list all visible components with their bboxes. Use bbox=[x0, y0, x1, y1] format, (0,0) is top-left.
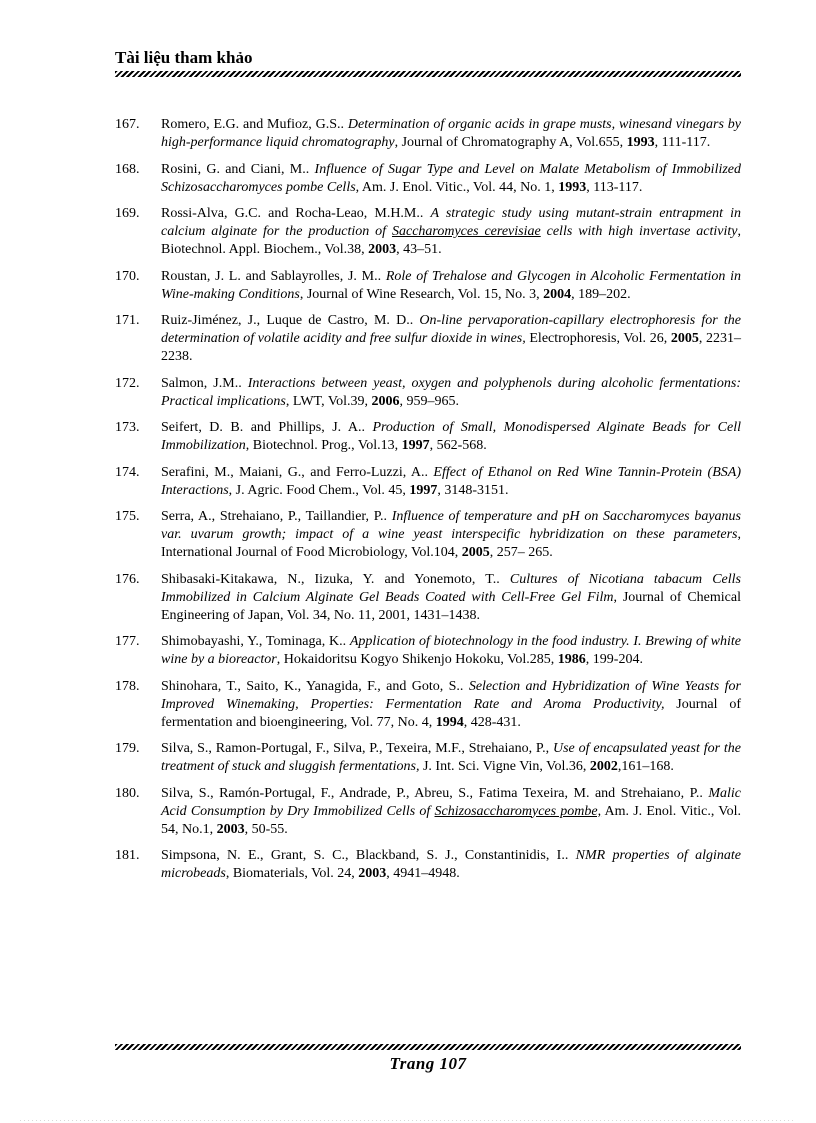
reference-title-segment: Selection and Hybridization of Wine Yeasts for Improved Winemaking, Properties: Fermentation Rate and Aroma Productivity, bbox=[161, 678, 741, 712]
reference-year: 2004 bbox=[543, 286, 572, 302]
reference-title-segment: Cultures of Nicotiana tabacum Cells Immobilized in Calcium Alginate Gel Beads Coated with Cell-Free Gel Film bbox=[161, 571, 742, 605]
reference-number: 168. bbox=[115, 161, 140, 177]
reference-number: 176. bbox=[115, 571, 140, 587]
reference-item bbox=[115, 508, 741, 562]
reference-segment: , 199-204. bbox=[585, 652, 643, 667]
reference-segment: ,161–168. bbox=[617, 759, 674, 774]
reference-segment: , Journal of Wine Research, Vol. 15, No. 3, bbox=[299, 286, 544, 302]
reference-year: 2006 bbox=[371, 393, 400, 409]
reference-list bbox=[115, 116, 741, 892]
reference-segment: , 562-568. bbox=[429, 438, 487, 453]
reference-item bbox=[115, 312, 741, 366]
reference-segment: , 257– 265. bbox=[489, 545, 553, 560]
reference-segment: Silva, S., Ramon-Portugal, F., Silva, P., Texeira, M.F., Strehaiano, P., bbox=[161, 741, 553, 756]
reference-year: 1997 bbox=[409, 482, 438, 498]
reference-year: 2003 bbox=[368, 242, 397, 257]
reference-title-segment: Determination of organic acids in grape musts, winesand vinegars by high-performance liquid chromatography bbox=[161, 117, 741, 150]
reference-year: 2005 bbox=[670, 331, 699, 346]
reference-number: 172. bbox=[115, 375, 140, 391]
reference-segment: , Biomaterials, Vol. 24, bbox=[225, 866, 359, 881]
reference-segment: , 428-431. bbox=[463, 714, 521, 730]
reference-year: 1994 bbox=[435, 714, 464, 730]
reference-number: 178. bbox=[115, 678, 140, 694]
reference-text bbox=[161, 464, 741, 500]
reference-title-segment: Application of biotechnology in the food industry. I. Brewing of white wine by a bioreactor bbox=[161, 634, 741, 667]
reference-segment: Seifert, D. B. and Phillips, J. A.. bbox=[161, 420, 373, 435]
page-title: Tài liệu tham khảo bbox=[115, 48, 253, 67]
reference-segment: Serra, A., Strehaiano, P., Taillandier, P.. bbox=[161, 509, 392, 524]
reference-segment: , 50-55. bbox=[244, 821, 288, 837]
reference-item bbox=[115, 419, 741, 455]
reference-segment: , 959–965. bbox=[399, 393, 460, 409]
reference-segment: Shinohara, T., Saito, K., Yanagida, F., and Goto, S.. bbox=[161, 678, 469, 694]
reference-title-segment: Interactions between yeast, oxygen and polyphenols during alcoholic fermentations: Practical implications bbox=[161, 375, 741, 409]
reference-segment: , International Journal of Food Microbiology, Vol.104, bbox=[161, 527, 741, 560]
reference-text bbox=[161, 633, 741, 669]
reference-segment: , 189–202. bbox=[571, 286, 631, 302]
reference-text bbox=[161, 571, 741, 625]
reference-text bbox=[161, 375, 741, 411]
reference-title-segment: A strategic study using mutant-strain entrapment in calcium alginate for the production of bbox=[161, 206, 741, 239]
page-edge-dots bbox=[20, 1120, 796, 1121]
reference-title-segment: On-line pervaporation-capillary electrophoresis for the determination of volatile acidity and free sulfur dioxide in wines, bbox=[161, 313, 741, 346]
reference-item bbox=[115, 785, 741, 839]
reference-segment: Silva, S., Ramón-Portugal, F., Andrade, P., Abreu, S., Fatima Texeira, M. and Strehaiano, P.. bbox=[161, 785, 709, 801]
reference-segment: Ruiz-Jiménez, J., Luque de Castro, M. D.. bbox=[161, 313, 420, 328]
reference-segment: Romero, E.G. and Mufioz, G.S.. bbox=[161, 117, 348, 132]
page-header bbox=[115, 48, 741, 77]
reference-year: 1993 bbox=[558, 179, 587, 195]
reference-item bbox=[115, 205, 741, 259]
reference-text bbox=[161, 312, 741, 366]
reference-segment: , Journal of Chemical Engineering of Japan, Vol. 34, No. 11, 2001, 1431–1438. bbox=[161, 589, 741, 623]
footer-divider bbox=[115, 1044, 741, 1050]
reference-segment: , 111-117. bbox=[654, 135, 711, 150]
reference-title-segment: cells with high invertase activity bbox=[540, 224, 738, 239]
reference-item bbox=[115, 571, 741, 625]
reference-year: 1986 bbox=[557, 652, 586, 667]
reference-number: 169. bbox=[115, 206, 140, 221]
reference-segment: Shibasaki-Kitakawa, N., Iizuka, Y. and Yonemoto, T.. bbox=[161, 571, 510, 587]
reference-item bbox=[115, 847, 741, 883]
reference-segment: Simpsona, N. E., Grant, S. C., Blackband, S. J., Constantinidis, I.. bbox=[161, 848, 576, 863]
reference-title-segment: Malic Acid Consumption by Dry Immobilized Cells of bbox=[161, 785, 741, 819]
reference-item bbox=[115, 740, 741, 776]
reference-segment: Rosini, G. and Ciani, M.. bbox=[161, 161, 315, 177]
reference-segment: , Biotechnol. Prog., Vol.13, bbox=[245, 438, 402, 453]
reference-segment: Shimobayashi, Y., Tominaga, K.. bbox=[161, 634, 350, 649]
reference-item bbox=[115, 116, 741, 152]
reference-title-segment: Schizosaccharomyces pombe, bbox=[434, 803, 602, 819]
reference-segment: , 43–51. bbox=[396, 242, 442, 257]
reference-text bbox=[161, 678, 741, 732]
reference-text bbox=[161, 508, 741, 562]
reference-number: 175. bbox=[115, 509, 140, 524]
reference-segment: , Journal of Chromatography A, Vol.655, bbox=[394, 135, 627, 150]
reference-number: 179. bbox=[115, 741, 140, 756]
reference-segment: Rossi-Alva, G.C. and Rocha-Leao, M.H.M.. bbox=[161, 206, 431, 221]
reference-segment: , 113-117. bbox=[586, 179, 643, 195]
reference-title-segment: Influence of Sugar Type and Level on Malate Metabolism of Immobilized Schizosaccharomyces pombe Cells bbox=[161, 161, 742, 195]
reference-year: 2003 bbox=[216, 821, 245, 837]
reference-segment: Roustan, J. L. and Sablayrolles, J. M.. bbox=[161, 268, 386, 284]
reference-text bbox=[161, 161, 741, 197]
reference-text bbox=[161, 847, 741, 883]
reference-number: 181. bbox=[115, 848, 140, 863]
reference-segment: , J. Agric. Food Chem., Vol. 45, bbox=[228, 482, 410, 498]
reference-number: 170. bbox=[115, 268, 140, 284]
reference-year: 2005 bbox=[461, 545, 490, 560]
reference-year: 2002 bbox=[589, 759, 618, 774]
reference-number: 167. bbox=[115, 117, 140, 132]
reference-segment: , 3148-3151. bbox=[437, 482, 509, 498]
reference-year: 1993 bbox=[626, 135, 655, 150]
reference-text bbox=[161, 419, 741, 455]
reference-segment: Journal of fermentation and bioengineering, Vol. 77, No. 4, bbox=[161, 696, 741, 730]
reference-segment: Electrophoresis, Vol. 26, bbox=[525, 331, 671, 346]
reference-item bbox=[115, 678, 741, 732]
reference-title-segment: Use of encapsulated yeast for the treatment of stuck and sluggish fermentations, bbox=[161, 741, 741, 774]
reference-segment: J. Int. Sci. Vigne Vin, Vol.36, bbox=[419, 759, 590, 774]
page-number: Trang 107 bbox=[389, 1054, 467, 1073]
reference-number: 171. bbox=[115, 313, 140, 328]
reference-item bbox=[115, 464, 741, 500]
reference-segment: Serafini, M., Maiani, G., and Ferro-Luzzi, A.. bbox=[161, 464, 434, 480]
reference-item bbox=[115, 375, 741, 411]
reference-text bbox=[161, 205, 741, 259]
reference-text bbox=[161, 116, 741, 152]
reference-number: 177. bbox=[115, 634, 140, 649]
reference-segment: , Hokaidoritsu Kogyo Shikenjo Hokoku, Vol.285, bbox=[276, 652, 558, 667]
reference-number: 180. bbox=[115, 785, 140, 801]
reference-title-segment: Influence of temperature and pH on Saccharomyces bayanus var. uvarum growth; impact of a wine yeast interspecific hybridization on these parameters bbox=[161, 509, 741, 542]
reference-segment: Am. J. Enol. Vitic., Vol. 54, No.1, bbox=[161, 803, 741, 837]
reference-title-segment: Effect of Ethanol on Red Wine Tannin-Protein (BSA) Interactions bbox=[161, 464, 741, 498]
reference-segment: , LWT, Vol.39, bbox=[285, 393, 372, 409]
reference-text bbox=[161, 740, 741, 776]
reference-number: 173. bbox=[115, 420, 140, 435]
reference-segment: , 4941–4948. bbox=[386, 866, 460, 881]
reference-year: 1997 bbox=[401, 438, 430, 453]
reference-text bbox=[161, 785, 741, 839]
reference-segment: , Am. J. Enol. Vitic., Vol. 44, No. 1, bbox=[355, 179, 559, 195]
reference-text bbox=[161, 268, 741, 304]
header-divider bbox=[115, 71, 741, 77]
reference-segment: Salmon, J.M.. bbox=[161, 375, 248, 391]
reference-title-segment: Saccharomyces cerevisiae bbox=[391, 224, 541, 239]
reference-year: 2003 bbox=[358, 866, 387, 881]
reference-item bbox=[115, 268, 741, 304]
reference-segment: , Biotechnol. Appl. Biochem., Vol.38, bbox=[161, 224, 741, 257]
reference-item bbox=[115, 161, 741, 197]
reference-title-segment: NMR properties of alginate microbeads bbox=[161, 848, 741, 881]
reference-segment: , 2231–2238. bbox=[161, 331, 741, 364]
reference-number: 174. bbox=[115, 464, 140, 480]
reference-title-segment: Role of Trehalose and Glycogen in Alcoholic Fermentation in Wine-making Conditions bbox=[161, 268, 741, 302]
page-footer bbox=[115, 1044, 741, 1074]
reference-title-segment: Production of Small, Monodispersed Alginate Beads for Cell Immobilization bbox=[161, 420, 741, 453]
reference-item bbox=[115, 633, 741, 669]
